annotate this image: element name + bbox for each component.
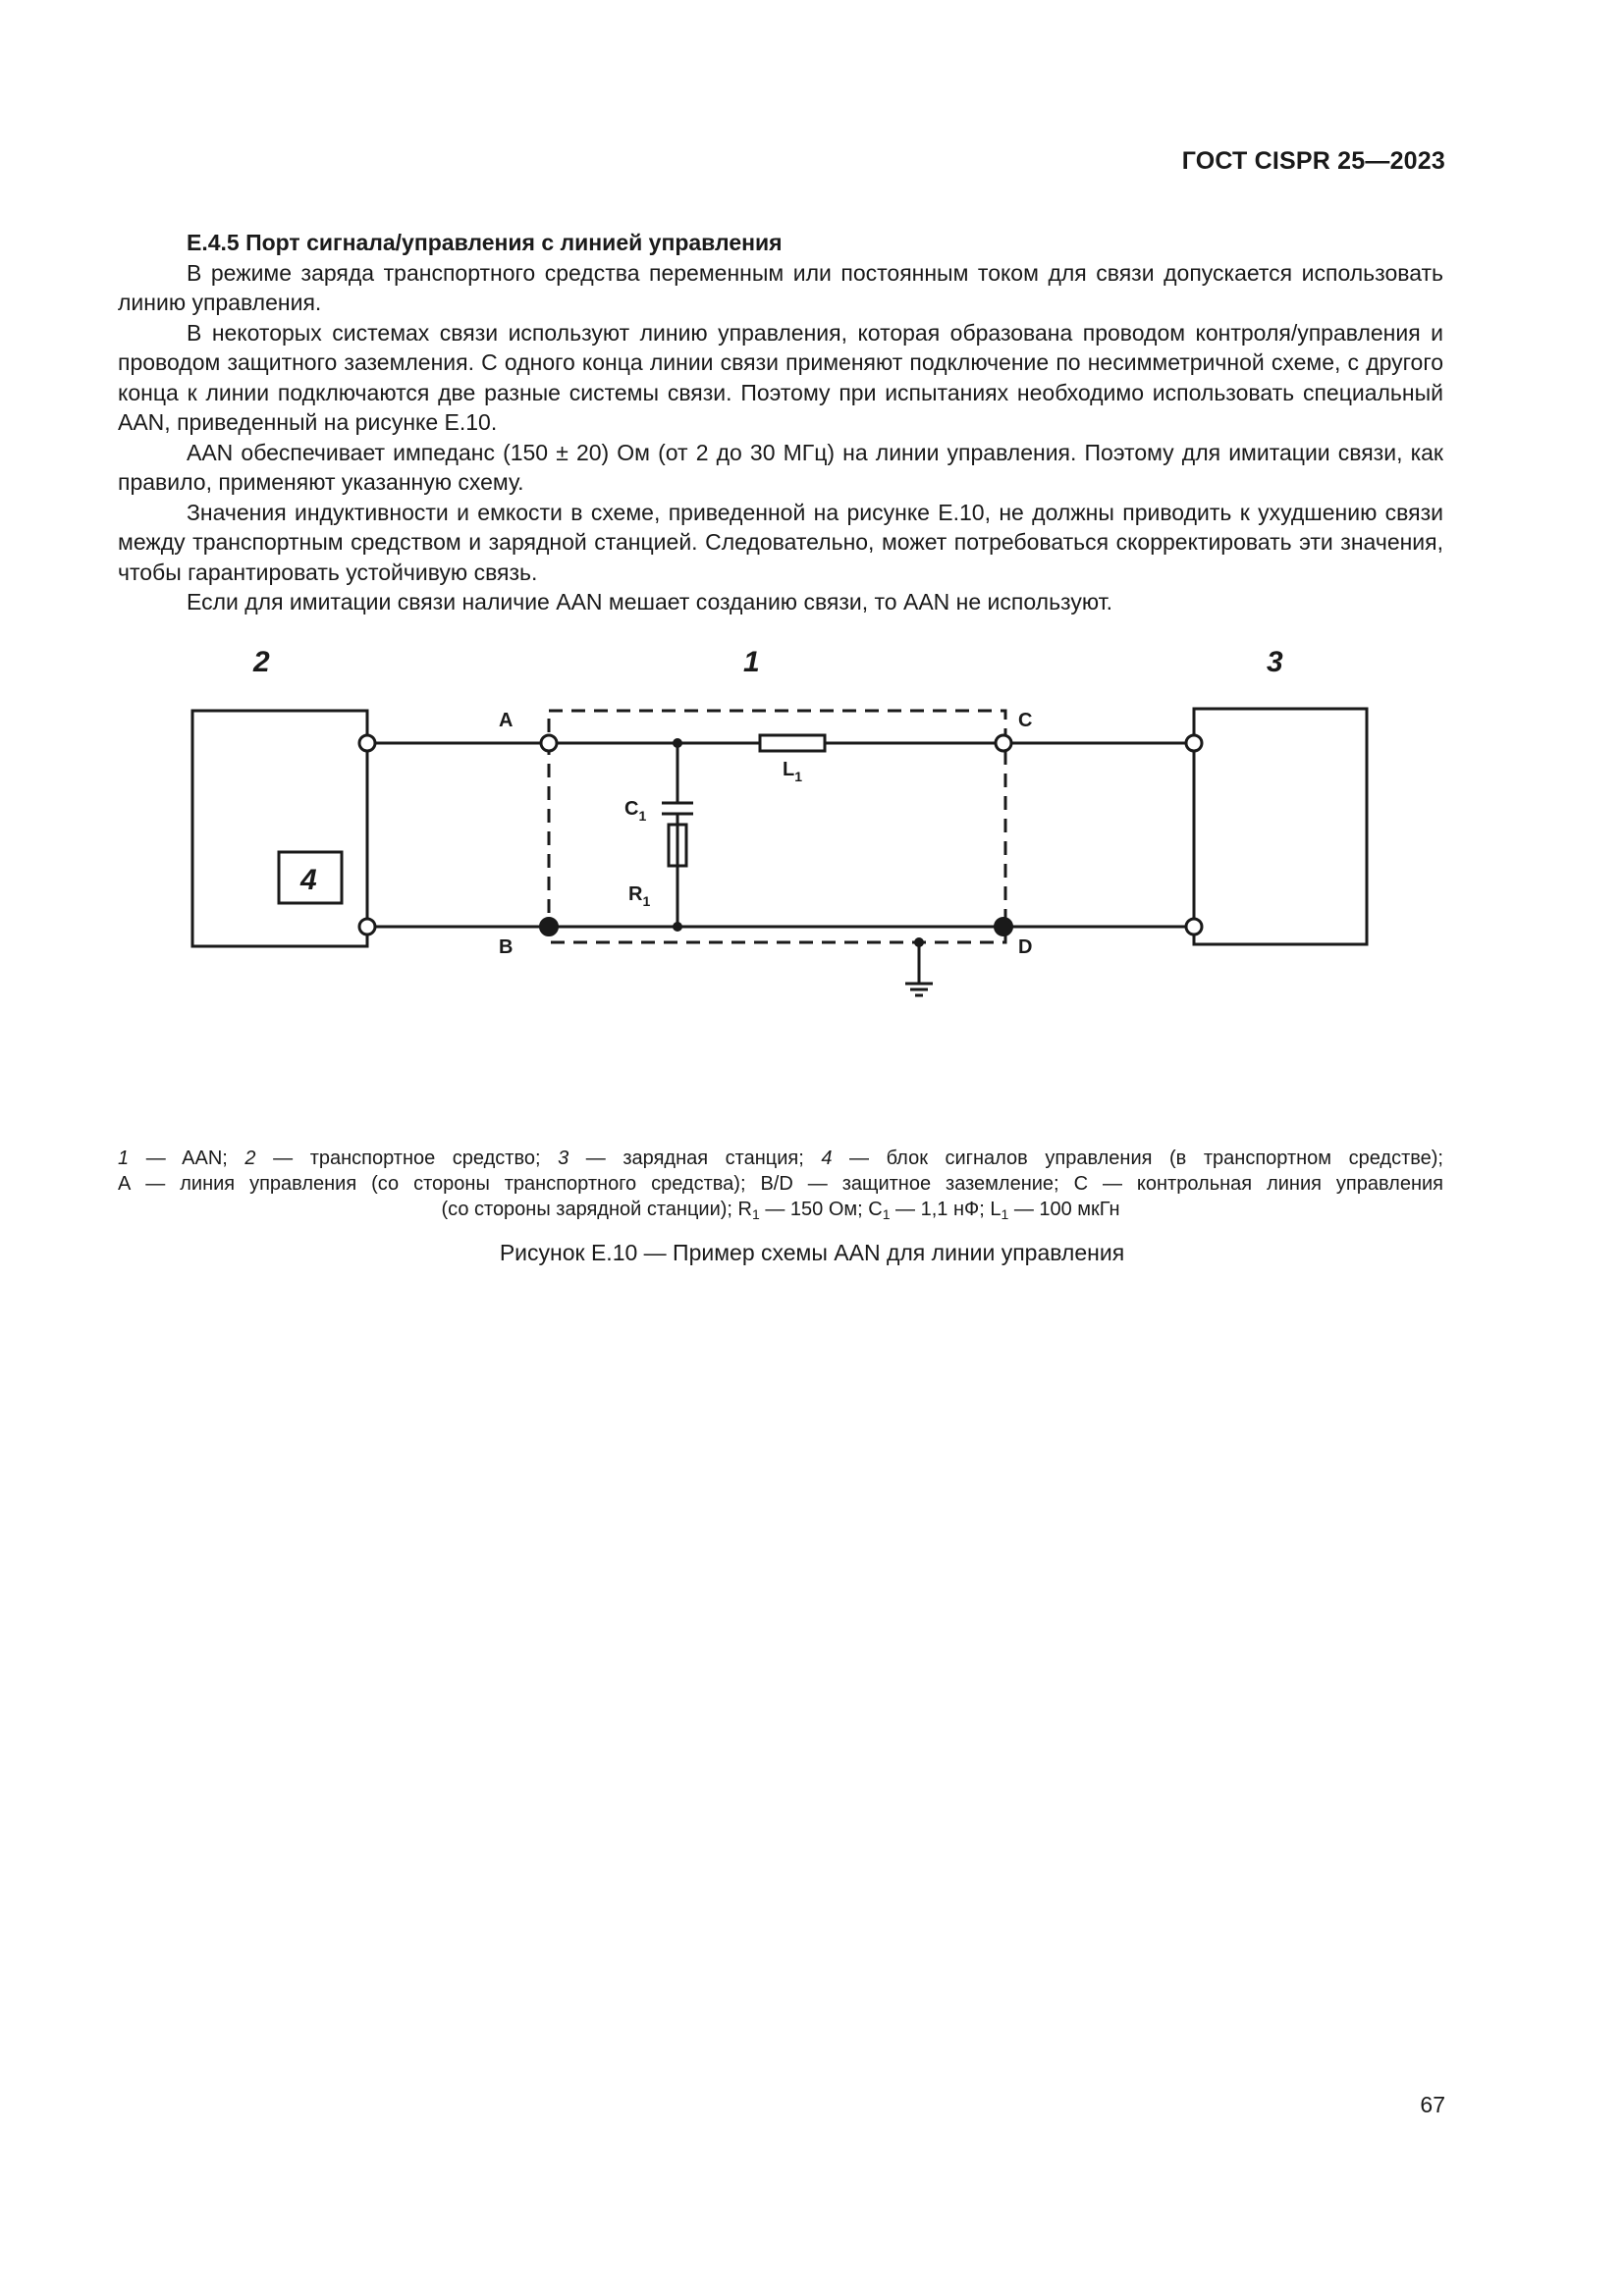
label-node-d: D [1018, 936, 1033, 958]
figure-caption: Рисунок Е.10 — Пример схемы AAN для линии управления [499, 1240, 1125, 1265]
label-node-a: A [499, 710, 514, 731]
figure-e10 [0, 628, 1624, 1139]
label-node-c: C [1018, 710, 1033, 731]
document-id-header: ГОСТ CISPR 25—2023 [1181, 147, 1445, 175]
section-heading: Е.4.5 Порт сигнала/управления с линией управления [187, 230, 783, 255]
label-r1: $R_1$ [628, 883, 651, 909]
junction-bottom [674, 923, 681, 931]
terminal-station-top [1186, 735, 1202, 751]
inductor-l1 [760, 735, 825, 751]
paragraph-2: В некоторых системах связи используют линию управления, которая образована проводом контроля/управления и проводом защитного заземления. С одного конца линии связи применяют подключение по несимметричной схеме, с другого конца к линии подключаются две разные системы связи. Поэтому при испытаниях необходимо использовать специальный AAN, приведенный на рисунке Е.10. [118, 319, 1443, 435]
page-number: 67 [1420, 2092, 1445, 2117]
terminal-vehicle-bottom [359, 919, 375, 934]
terminal-c [996, 735, 1011, 751]
junction-top [674, 739, 681, 747]
key-line-3: (со стороны зарядной станции); $R_1$ — 150 Ом; $С_1$ — 1,1 нФ; $L_1$ — 100 мкГн [441, 1199, 1120, 1222]
section-text [118, 228, 1443, 617]
label-block-3: 3 [1267, 646, 1283, 678]
label-block-4: 4 [300, 864, 317, 896]
terminal-b [540, 918, 558, 935]
label-block-2: 2 [253, 646, 270, 678]
junction-ground [915, 938, 923, 946]
key-line-2: А — линия управления (со стороны транспортного средства); B/D — защитное заземление; С — контрольная линия управления [118, 1173, 1443, 1195]
figure-key [118, 1146, 1443, 1222]
terminal-vehicle-top [359, 735, 375, 751]
paragraph-4: Значения индуктивности и емкости в схеме, приведенной на рисунке Е.10, не должны приводить к ухудшению связи между транспортным средством и зарядной станцией. Следовательно, может потребоваться скорректировать эти значения, чтобы гарантировать устойчивую связь. [118, 499, 1443, 585]
label-node-b: B [499, 936, 514, 958]
label-c1: $C_1$ [624, 798, 647, 824]
aan-dashed-box [549, 711, 1005, 942]
terminal-a [541, 735, 557, 751]
paragraph-5: Если для имитации связи наличие AAN мешает созданию связи, то AAN не используют. [187, 589, 1112, 614]
paragraph-3: AAN обеспечивает импеданс (150 ± 20) Ом (от 2 до 30 МГц) на линии управления. Поэтому для имитации связи, как правило, применяют указанную схему. [118, 439, 1443, 495]
terminal-d [995, 918, 1012, 935]
key-line-1: 1 — AAN; 2 — транспортное средство; 3 — зарядная станция; 4 — блок сигналов управления (в транспортном средстве); [118, 1148, 1443, 1169]
label-block-1: 1 [743, 646, 760, 678]
label-l1: $L_1$ [783, 759, 803, 784]
paragraph-1: В режиме заряда транспортного средства переменным или постоянным током для связи допускается использовать линию управления. [118, 259, 1443, 315]
terminal-station-bottom [1186, 919, 1202, 934]
station-box [1194, 709, 1367, 944]
vehicle-box [192, 711, 367, 946]
circuit-diagram [0, 628, 1624, 1139]
